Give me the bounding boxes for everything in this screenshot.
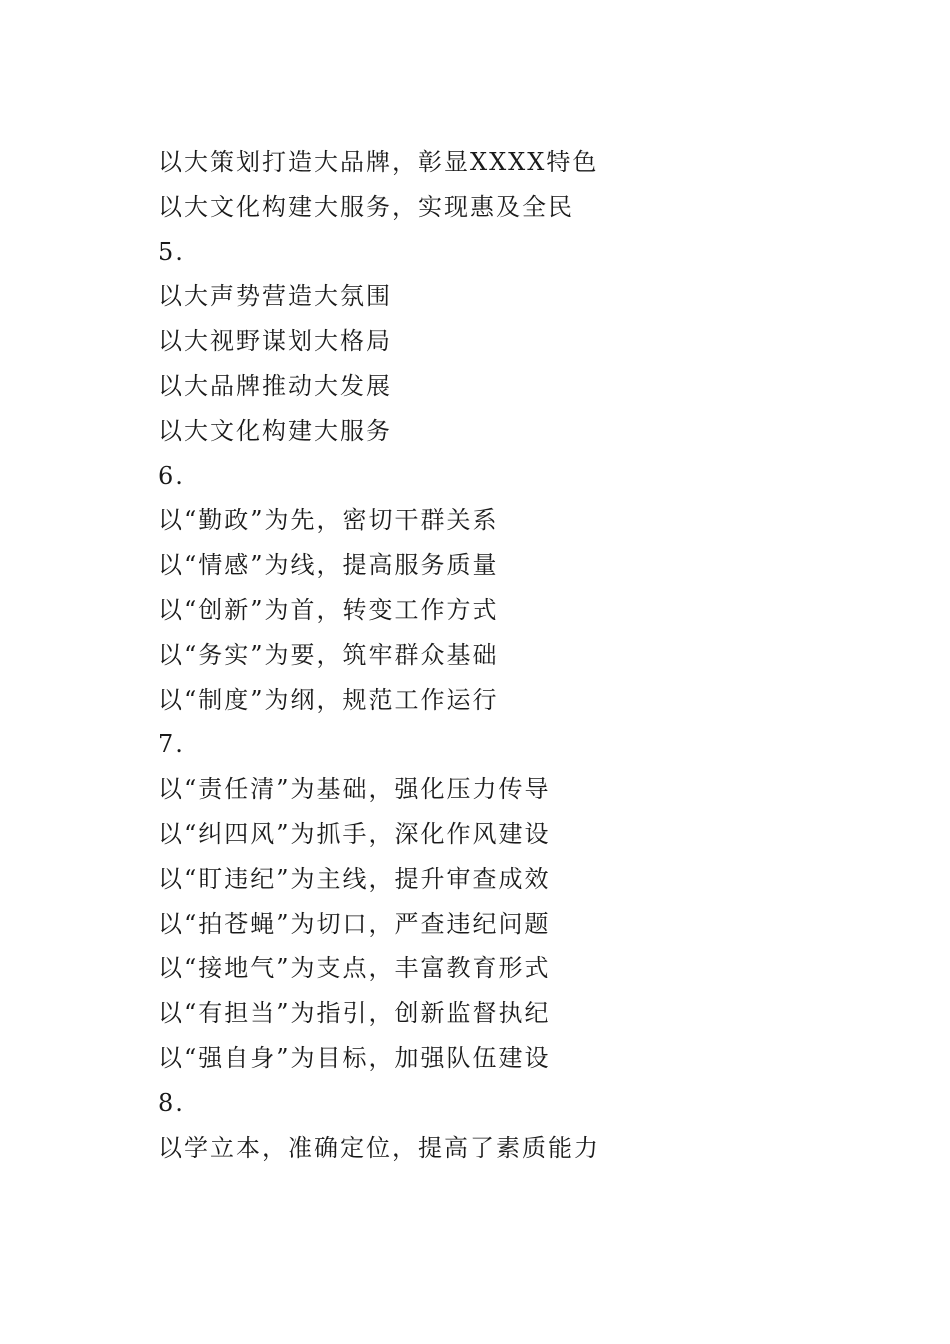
text-line: 以“情感”为线，提高服务质量 <box>158 551 499 580</box>
text-line: 以大文化构建大服务 <box>158 416 392 445</box>
text-line: 以大品牌推动大发展 <box>158 371 392 400</box>
text-line: 以大文化构建大服务，实现惠及全民 <box>158 192 574 221</box>
text-line: 以“创新”为首，转变工作方式 <box>158 595 499 624</box>
section-number: 5. <box>158 237 185 266</box>
text-line: 以“勤政”为先，密切干群关系 <box>158 506 499 535</box>
text-line: 以“接地气”为支点，丰富教育形式 <box>158 954 551 983</box>
text-line: 以大视野谋划大格局 <box>158 327 392 356</box>
text-line: 以学立本，准确定位，提高了素质能力 <box>158 1133 600 1162</box>
text-line: 以“纠四风”为抓手，深化作风建设 <box>158 819 551 848</box>
document-body <box>158 140 858 1170</box>
text-line: 以“务实”为要，筑牢群众基础 <box>158 640 499 669</box>
section-number: 7. <box>158 730 185 759</box>
section-number: 8. <box>158 1088 185 1117</box>
text-line: 以“责任清”为基础，强化压力传导 <box>158 775 551 804</box>
text-line: 以大策划打造大品牌，彰显XXXX特色 <box>158 148 599 176</box>
text-line: 以“强自身”为目标，加强队伍建设 <box>158 1043 551 1072</box>
text-line: 以“制度”为纲，规范工作运行 <box>158 685 499 714</box>
text-line: 以“有担当”为指引，创新监督执纪 <box>158 999 551 1028</box>
section-number: 6. <box>158 461 185 490</box>
text-line: 以“拍苍蝇”为切口，严查违纪问题 <box>158 909 551 938</box>
text-line: 以大声势营造大氛围 <box>158 282 392 311</box>
text-line: 以“盯违纪”为主线，提升审查成效 <box>158 864 551 893</box>
